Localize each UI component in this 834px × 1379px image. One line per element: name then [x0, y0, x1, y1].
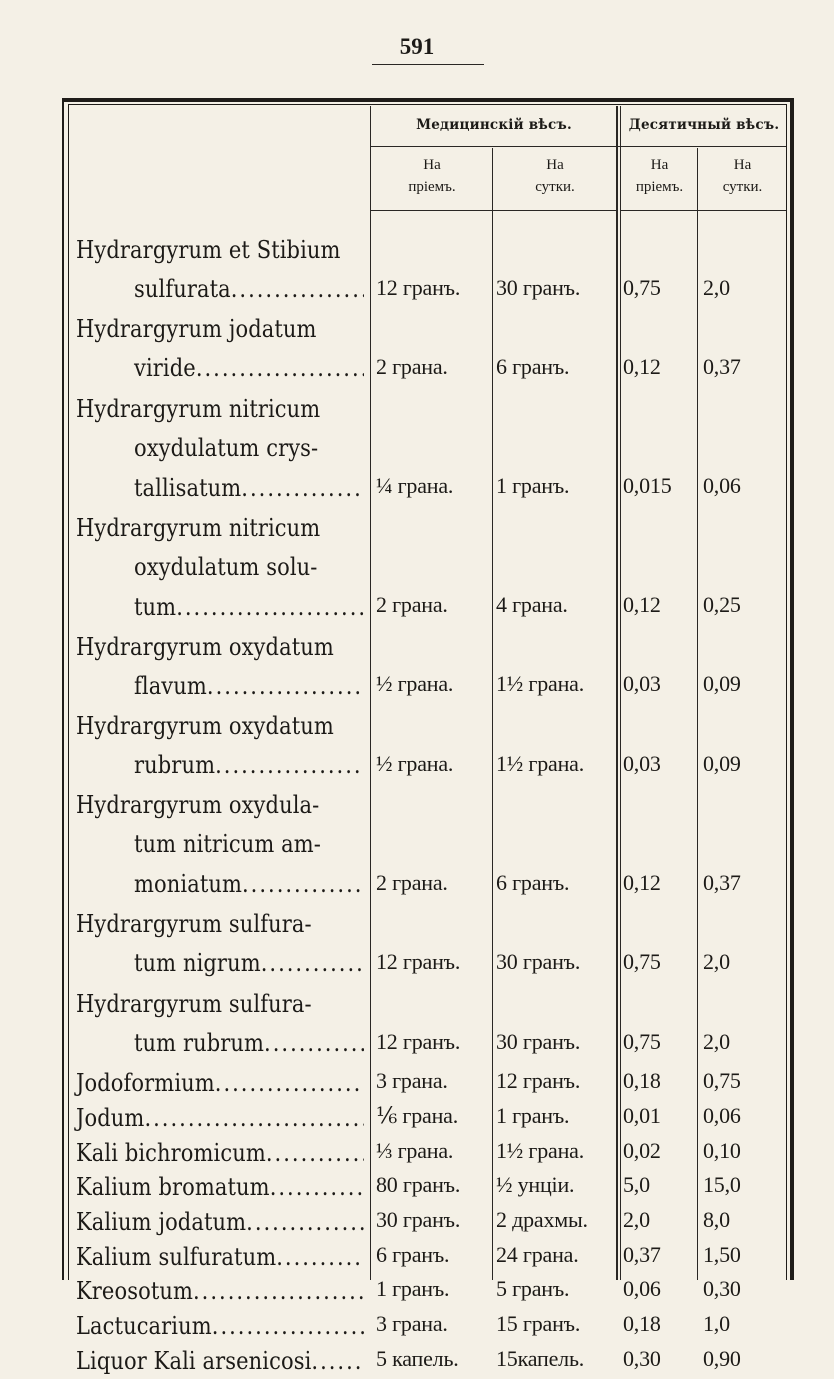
med-per-dose-value: 3 грана. [376, 1068, 448, 1094]
dec-per-dose-value: 0,015 [623, 473, 672, 499]
substance-name-text: Jodum [76, 1103, 145, 1131]
leader-dots [261, 944, 364, 983]
substance-name-line [76, 1270, 364, 1310]
column-divider [620, 106, 621, 1280]
med-per-dose-value: 6 гранъ. [376, 1241, 450, 1267]
dec-per-dose-value: 0,06 [623, 1276, 661, 1302]
med-per-day-value: 30 гранъ. [496, 1028, 581, 1054]
header-rule [370, 210, 618, 211]
leader-dots [242, 864, 364, 903]
substance-name-text: Hydrargyrum jodatum [76, 314, 317, 343]
dec-per-day-value: 0,06 [703, 473, 741, 499]
substance-name-text: tum [134, 592, 177, 620]
header-decimal-weight: Десятичный вѣсъ. [628, 117, 780, 133]
substance-name [76, 983, 364, 1062]
leader-dots [231, 269, 364, 308]
dec-per-day-value: 0,75 [703, 1068, 741, 1094]
substance-name-text: tum nigrum [134, 949, 261, 978]
leader-dots [212, 1305, 364, 1344]
substance-name [76, 1201, 364, 1241]
substance-name-text: Hydrargyrum oxydatum [76, 711, 334, 740]
med-per-dose-value: ¼ грана. [376, 473, 454, 499]
substance-name-line [76, 388, 364, 428]
leader-dots [270, 1167, 364, 1206]
header-dec-per-dose: На пріемъ. [635, 157, 684, 195]
dec-per-day-value: 2,0 [703, 274, 730, 300]
med-per-dose-value: 12 гранъ. [376, 1028, 461, 1054]
substance-name-text: Hydrargyrum sulfura- [76, 989, 312, 1017]
dec-per-day-value: 0,09 [703, 750, 741, 776]
substance-name [76, 1305, 364, 1345]
leader-dots [264, 1023, 364, 1062]
substance-name-text: Hydrargyrum sulfura- [76, 909, 312, 938]
med-per-dose-value: 2 грана. [376, 869, 448, 895]
med-per-day-value: 24 грана. [496, 1241, 579, 1267]
leader-dots [196, 349, 364, 388]
dec-per-dose-value: 0,01 [623, 1102, 661, 1128]
substance-name-text: Jodoformium [76, 1068, 215, 1097]
header-med-per-day: На сутки. [535, 157, 575, 195]
substance-name [76, 507, 364, 626]
med-per-dose-value: 80 гранъ. [376, 1172, 461, 1198]
substance-name-line [76, 626, 364, 666]
substance-name-line [76, 705, 364, 745]
substance-name-line [76, 269, 364, 309]
substance-name-text: Hydrargyrum nitricum [76, 394, 321, 422]
column-divider [697, 148, 698, 1280]
med-per-day-value: ½ унціи. [496, 1172, 575, 1198]
column-divider [492, 148, 493, 1280]
dec-per-day-value: 0,37 [703, 869, 741, 895]
dec-per-day-value: 0,09 [703, 671, 741, 697]
dec-per-dose-value: 0,03 [623, 671, 661, 697]
substance-name [76, 308, 364, 387]
med-per-day-value: 5 гранъ. [496, 1276, 570, 1302]
page-number: 591 [399, 34, 435, 59]
med-per-dose-value: 12 гранъ. [376, 274, 461, 300]
substance-name [76, 784, 364, 903]
med-per-day-value: 1½ грана. [496, 671, 585, 697]
substance-name [76, 1097, 364, 1137]
dec-per-dose-value: 0,12 [623, 354, 661, 380]
substance-name-line [76, 943, 364, 983]
dec-per-dose-value: 0,75 [623, 949, 661, 975]
dec-per-day-value: 1,0 [703, 1310, 730, 1336]
leader-dots [246, 1201, 364, 1240]
med-per-day-value: 2 драхмы. [496, 1206, 588, 1232]
substance-name-line [76, 784, 364, 824]
substance-name-text: tum rubrum [134, 1028, 265, 1057]
dec-per-day-value: 0,90 [703, 1345, 741, 1371]
dec-per-day-value: 0,10 [703, 1137, 741, 1163]
leader-dots [241, 468, 364, 507]
header-medical-weight: Медицинскій вѣсъ. [416, 117, 572, 133]
substance-name-text: Kalium bromatum [76, 1172, 270, 1201]
med-per-dose-value: ½ грана. [376, 750, 454, 776]
substance-name-text: Kalium jodatum [76, 1207, 247, 1235]
substance-name-text: tallisatum [134, 473, 242, 501]
leader-dots [215, 745, 364, 784]
substance-name [76, 903, 364, 982]
leader-dots [311, 1340, 364, 1379]
substance-name [76, 1340, 364, 1379]
dec-per-day-value: 0,25 [703, 592, 741, 618]
header-med-per-dose: На пріемъ. [408, 157, 456, 195]
substance-name-text: Kali bichromicum [76, 1137, 266, 1166]
med-per-day-value: 1 гранъ. [496, 473, 570, 499]
header-rule [370, 146, 786, 147]
page-number-rule [372, 64, 484, 65]
substance-name-line [76, 507, 364, 547]
dec-per-dose-value: 0,12 [623, 869, 661, 895]
substance-name-line [76, 983, 364, 1023]
substance-name-line [76, 1340, 364, 1379]
med-per-day-value: 30 гранъ. [496, 949, 581, 975]
substance-name [76, 1270, 364, 1310]
dec-per-dose-value: 0,30 [623, 1345, 661, 1371]
med-per-dose-value: 5 капель. [376, 1345, 459, 1371]
dec-per-dose-value: 5,0 [623, 1172, 650, 1198]
med-per-dose-value: 2 грана. [376, 592, 448, 618]
med-per-day-value: 6 гранъ. [496, 869, 570, 895]
substance-name-text: Hydrargyrum oxydula- [76, 790, 320, 819]
substance-name-line [76, 1097, 364, 1137]
dec-per-day-value: 2,0 [703, 1028, 730, 1054]
substance-name-line [76, 229, 364, 269]
substance-name-line [76, 903, 364, 943]
substance-name-text: Hydrargyrum et Stibium [76, 235, 341, 263]
substance-name-line [76, 745, 364, 785]
substance-name-line [76, 586, 364, 626]
substance-name-text: Hydrargyrum oxydatum [76, 632, 334, 660]
substance-name-line [76, 1305, 364, 1345]
dec-per-day-value: 0,06 [703, 1102, 741, 1128]
substance-name-text: Lactucarium [76, 1311, 212, 1339]
substance-name-text: viride [134, 354, 196, 382]
dec-per-day-value: 2,0 [703, 949, 730, 975]
dec-per-dose-value: 2,0 [623, 1206, 650, 1232]
substance-name-line [76, 665, 364, 705]
header-rule [620, 210, 786, 211]
dec-per-dose-value: 0,75 [623, 274, 661, 300]
dec-per-dose-value: 0,18 [623, 1068, 661, 1094]
dec-per-day-value: 15,0 [703, 1172, 741, 1198]
dec-per-dose-value: 0,03 [623, 750, 661, 776]
substance-name [76, 626, 364, 705]
substance-name-line [76, 546, 364, 586]
dec-per-dose-value: 0,75 [623, 1028, 661, 1054]
substance-name-text: oxydulatum solu- [134, 552, 318, 581]
substance-name-line [76, 467, 364, 507]
column-divider [616, 106, 618, 1280]
med-per-day-value: 12 гранъ. [496, 1068, 581, 1094]
substance-name [76, 1166, 364, 1206]
substance-name-text: flavum [134, 671, 207, 700]
substance-name-text: rubrum [134, 751, 216, 779]
substance-name [76, 388, 364, 507]
substance-name-line [76, 1022, 364, 1062]
med-per-day-value: 4 грана. [496, 592, 568, 618]
med-per-day-value: 1½ грана. [496, 750, 585, 776]
substance-name-line [76, 1166, 364, 1206]
column-divider [370, 106, 371, 1280]
med-per-day-value: 1½ грана. [496, 1137, 585, 1163]
med-per-dose-value: ⅓ грана. [376, 1137, 454, 1163]
dec-per-dose-value: 0,12 [623, 592, 661, 618]
med-per-dose-value: 1 гранъ. [376, 1276, 450, 1302]
substance-name [76, 705, 364, 784]
substance-name-text: oxydulatum crys- [134, 433, 319, 462]
med-per-dose-value: 12 гранъ. [376, 949, 461, 975]
med-per-day-value: 30 гранъ. [496, 274, 581, 300]
leader-dots [176, 587, 364, 626]
substance-name-line [76, 824, 364, 864]
substance-name-text: Kreosotum [76, 1276, 193, 1305]
med-per-day-value: 6 гранъ. [496, 354, 570, 380]
substance-name-line [76, 864, 364, 904]
dec-per-day-value: 0,30 [703, 1276, 741, 1302]
substance-name-text: sulfurata [134, 275, 231, 303]
substance-name-text: tum nitricum am- [134, 830, 321, 859]
substance-name-line [76, 308, 364, 348]
med-per-dose-value: ½ грана. [376, 671, 454, 697]
dec-per-dose-value: 0,02 [623, 1137, 661, 1163]
med-per-day-value: 15капель. [496, 1345, 585, 1371]
leader-dots [144, 1097, 364, 1136]
med-per-dose-value: ⅙ грана. [376, 1102, 459, 1128]
substance-name-text: moniatum [134, 870, 242, 898]
med-per-dose-value: 30 гранъ. [376, 1206, 461, 1232]
dec-per-dose-value: 0,18 [623, 1310, 661, 1336]
header-dec-per-day: На сутки. [722, 157, 763, 195]
substance-name [76, 1062, 364, 1102]
substance-name-text: Liquor Kali arsenicosi [76, 1345, 312, 1374]
substance-name-text: Kalium sulfuratum [76, 1241, 277, 1270]
substance-name-line [76, 427, 364, 467]
substance-name-line [76, 348, 364, 388]
substance-name-text: Hydrargyrum nitricum [76, 513, 321, 541]
med-per-dose-value: 2 грана. [376, 354, 448, 380]
substance-name-line [76, 1201, 364, 1241]
med-per-day-value: 15 гранъ. [496, 1310, 581, 1336]
leader-dots [207, 666, 364, 705]
substance-name [76, 229, 364, 308]
med-per-dose-value: 3 грана. [376, 1310, 448, 1336]
dec-per-day-value: 8,0 [703, 1206, 730, 1232]
leader-dots [215, 1063, 364, 1102]
substance-name-line [76, 1062, 364, 1102]
dec-per-day-value: 0,37 [703, 354, 741, 380]
dec-per-day-value: 1,50 [703, 1241, 741, 1267]
med-per-day-value: 1 гранъ. [496, 1102, 570, 1128]
dec-per-dose-value: 0,37 [623, 1241, 661, 1267]
